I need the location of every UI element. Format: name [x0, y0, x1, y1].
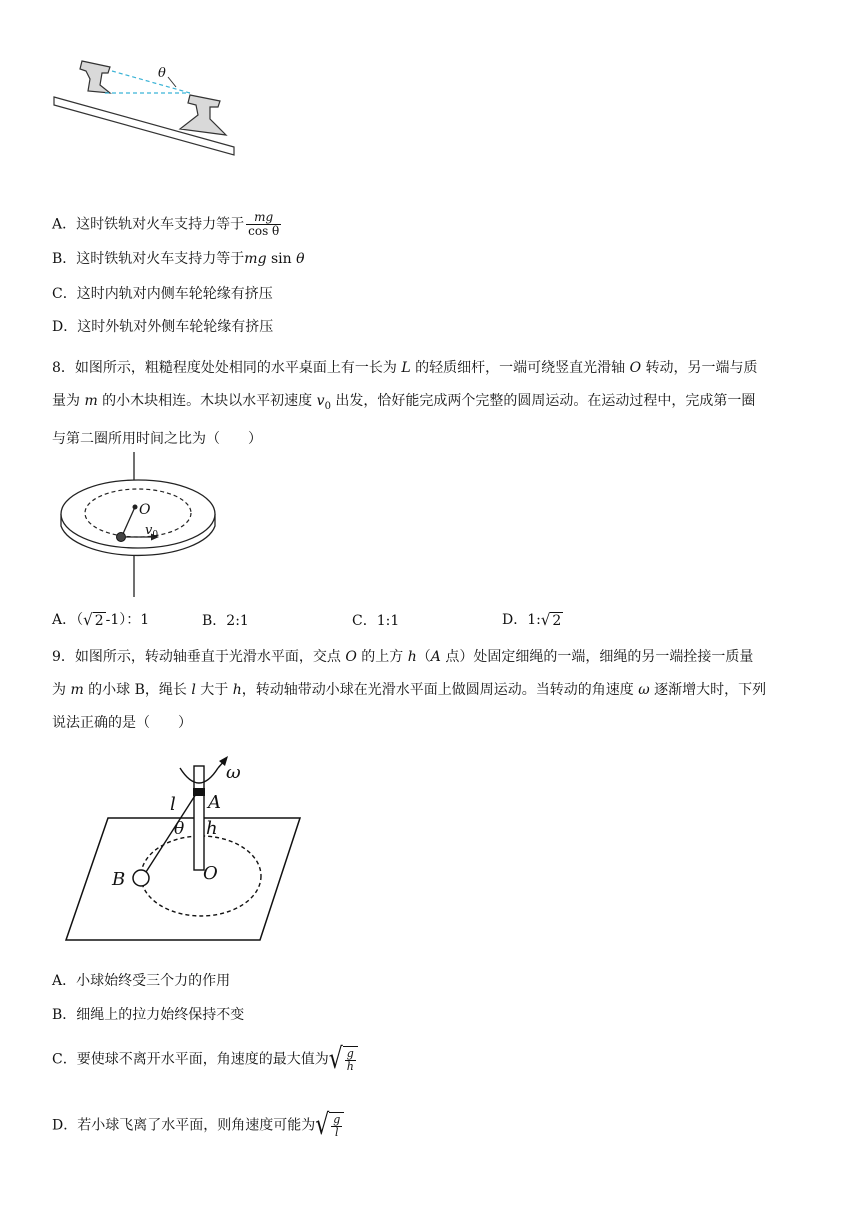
q7-option-b-text: B．这时铁轨对火车支持力等于 — [52, 251, 245, 267]
q8-line-1: 8．如图所示，粗糙程度处处相同的水平桌面上有一长为 L 的轻质细杆，一端可绕竖直光滑轴 O 转动，另一端与质 — [52, 360, 758, 376]
cone-h-label: h — [206, 818, 218, 839]
q9-line-3: 说法正确的是（ ） — [52, 715, 192, 731]
q7-b-sin: sin — [266, 251, 297, 267]
q8-option-c: C．1:1 — [352, 613, 400, 629]
q9-option-b: B．细绳上的拉力始终保持不变 — [52, 1007, 245, 1023]
cone-O-label: O — [203, 863, 218, 884]
q7-option-d: D．这时外轨对外侧车轮轮缘有挤压 — [52, 319, 274, 335]
cone-A-label: A — [208, 792, 221, 813]
q7-option-b — [52, 252, 305, 266]
q8-option-b: B．2:1 — [202, 613, 249, 629]
q9-option-a: A．小球始终受三个力的作用 — [52, 973, 231, 989]
q9-option-d: D．若小球飞离了水平面，则角速度可能为√ $\frac{g}{l}$ — [52, 1112, 344, 1139]
cone-omega-label: ω — [226, 762, 241, 783]
cone-B-label: B — [112, 869, 126, 890]
q7-a-numerator: mg — [246, 211, 281, 225]
cone-theta-label: θ — [174, 819, 185, 839]
q7-option-c: C．这时内轨对内侧车轮轮缘有挤压 — [52, 286, 273, 302]
cone-l-label: l — [170, 794, 176, 815]
disk-O-label: O — [139, 502, 151, 518]
rotating-disk-figure — [55, 452, 225, 600]
q8-line-2: 量为 m 的小木块相连。木块以水平初速度 $v_0$ 出发，恰好能完成两个完整的圆周运动。在运动过程中，完成第一圈 — [52, 393, 756, 412]
q8-stem — [52, 352, 812, 456]
q7-option-a — [52, 211, 283, 238]
q7-option-a-text: A．这时铁轨对火车支持力等于 — [52, 216, 245, 233]
q7-b-theta: θ — [296, 251, 305, 267]
q7-b-mg: mg — [244, 251, 267, 267]
q7-option-a-fraction — [246, 211, 281, 238]
q9-line-2: 为 m 的小球 B，绳长 l 大于 h，转动轴带动小球在光滑水平面上做圆周运动。当转动的角速度 ω 逐渐增大时，下列 — [52, 682, 767, 698]
disk-v0-label: $v_0$ — [145, 523, 159, 540]
conical-pendulum-figure — [60, 758, 310, 948]
q7-a-denominator: cos θ — [248, 224, 280, 239]
q8-option-d: D．1:√ 2 — [502, 610, 562, 629]
q9-option-c: C．要使球不离开水平面，角速度的最大值为√ $\frac{g}{h}$ — [52, 1046, 358, 1073]
rail-incline-figure — [50, 55, 250, 165]
rail-theta-label: θ — [158, 66, 166, 81]
q8-line-3: 与第二圈所用时间之比为（ ） — [52, 430, 262, 447]
q9-stem — [52, 641, 812, 740]
q9-line-1: 9．如图所示，转动轴垂直于光滑水平面，交点 O 的上方 h（A 点）处固定细绳的一端，细绳的另一端拴接一质量 — [52, 649, 754, 665]
q8-option-a: A．（√ 2 -1）：1 — [52, 610, 150, 629]
